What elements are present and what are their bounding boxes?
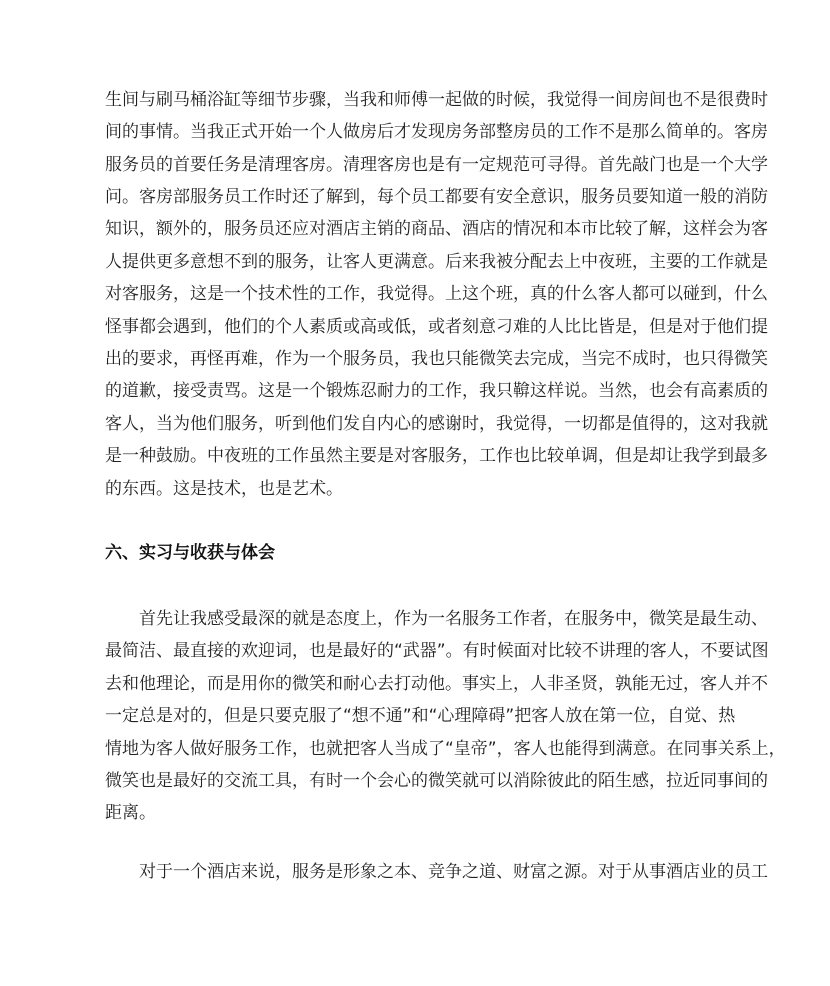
- text-line: 问。客房部服务员工作时还了解到，每个员工都要有安全意识，服务员要知道一般的消防: [105, 187, 768, 207]
- text-line: 怪事都会遇到，他们的个人素质或高或低，或者刻意刁难的人比比皆是，但是对于他们提: [105, 317, 768, 337]
- text-line: 知识，额外的，服务员还应对酒店主销的商品、酒店的情况和本市比较了解，这样会为客: [105, 219, 768, 239]
- text-line: 人提供更多意想不到的服务，让客人更满意。后来我被分配去上中夜班，主要的工作就是: [105, 252, 768, 272]
- text-line: 是一种鼓励。中夜班的工作虽然主要是对客服务，工作也比较单调，但是却让我学到最多: [105, 446, 768, 466]
- text-line: 的东西。这是技术，也是艺术。: [105, 479, 343, 499]
- text-line: 情地为客人做好服务工作，也就把客人当成了“皇帝”，客人也能得到满意。在同事关系上，: [105, 739, 786, 759]
- text-line: 对于一个酒店来说，服务是形象之本、竞争之道、财富之源。对于从事酒店业的员工: [139, 862, 768, 882]
- text-line: 最简洁、最直接的欢迎词，也是最好的“武器”。有时候面对比较不讲理的客人，不要试图: [105, 641, 769, 661]
- text-line: 生间与刷马桶浴缸等细节步骤，当我和师傅一起做的时候，我觉得一间房间也不是很费时: [105, 90, 768, 110]
- text-line: 去和他理论，而是用你的微笑和耐心去打动他。事实上，人非圣贤，孰能无过，客人并不: [105, 674, 768, 694]
- text-line: 间的事情。当我正式开始一个人做房后才发现房务部整房员的工作不是那么简单的。客房: [105, 122, 768, 142]
- text-line: 距离。: [105, 803, 156, 823]
- text-line: 微笑也是最好的交流工具，有时一个会心的微笑就可以消除彼此的陌生感，拉近同事间的: [105, 771, 768, 791]
- text-line: 客人，当为他们服务，听到他们发自内心的感谢时，我觉得，一切都是值得的，这对我就: [105, 414, 768, 434]
- text-line: 出的要求，再怪再难，作为一个服务员，我也只能微笑去完成，当完不成时，也只得微笑: [105, 349, 768, 369]
- text-line: 的道歉，接受责骂。这是一个锻炼忍耐力的工作，我只鞥这样说。当然，也会有高素质的: [105, 381, 768, 401]
- text-line: 服务员的首要任务是清理客房。清理客房也是有一定规范可寻得。首先敲门也是一个大学: [105, 155, 768, 175]
- section-heading: 六、实习与收获与体会: [105, 543, 275, 563]
- text-line: 一定总是对的，但是只要克服了“想不通”和“心理障碍”把客人放在第一位，自觉、热: [105, 706, 736, 726]
- text-line: 首先让我感受最深的就是态度上，作为一名服务工作者，在服务中，微笑是最生动、: [139, 609, 768, 629]
- text-line: 对客服务，这是一个技术性的工作，我觉得。上这个班，真的什么客人都可以碰到，什么: [105, 284, 768, 304]
